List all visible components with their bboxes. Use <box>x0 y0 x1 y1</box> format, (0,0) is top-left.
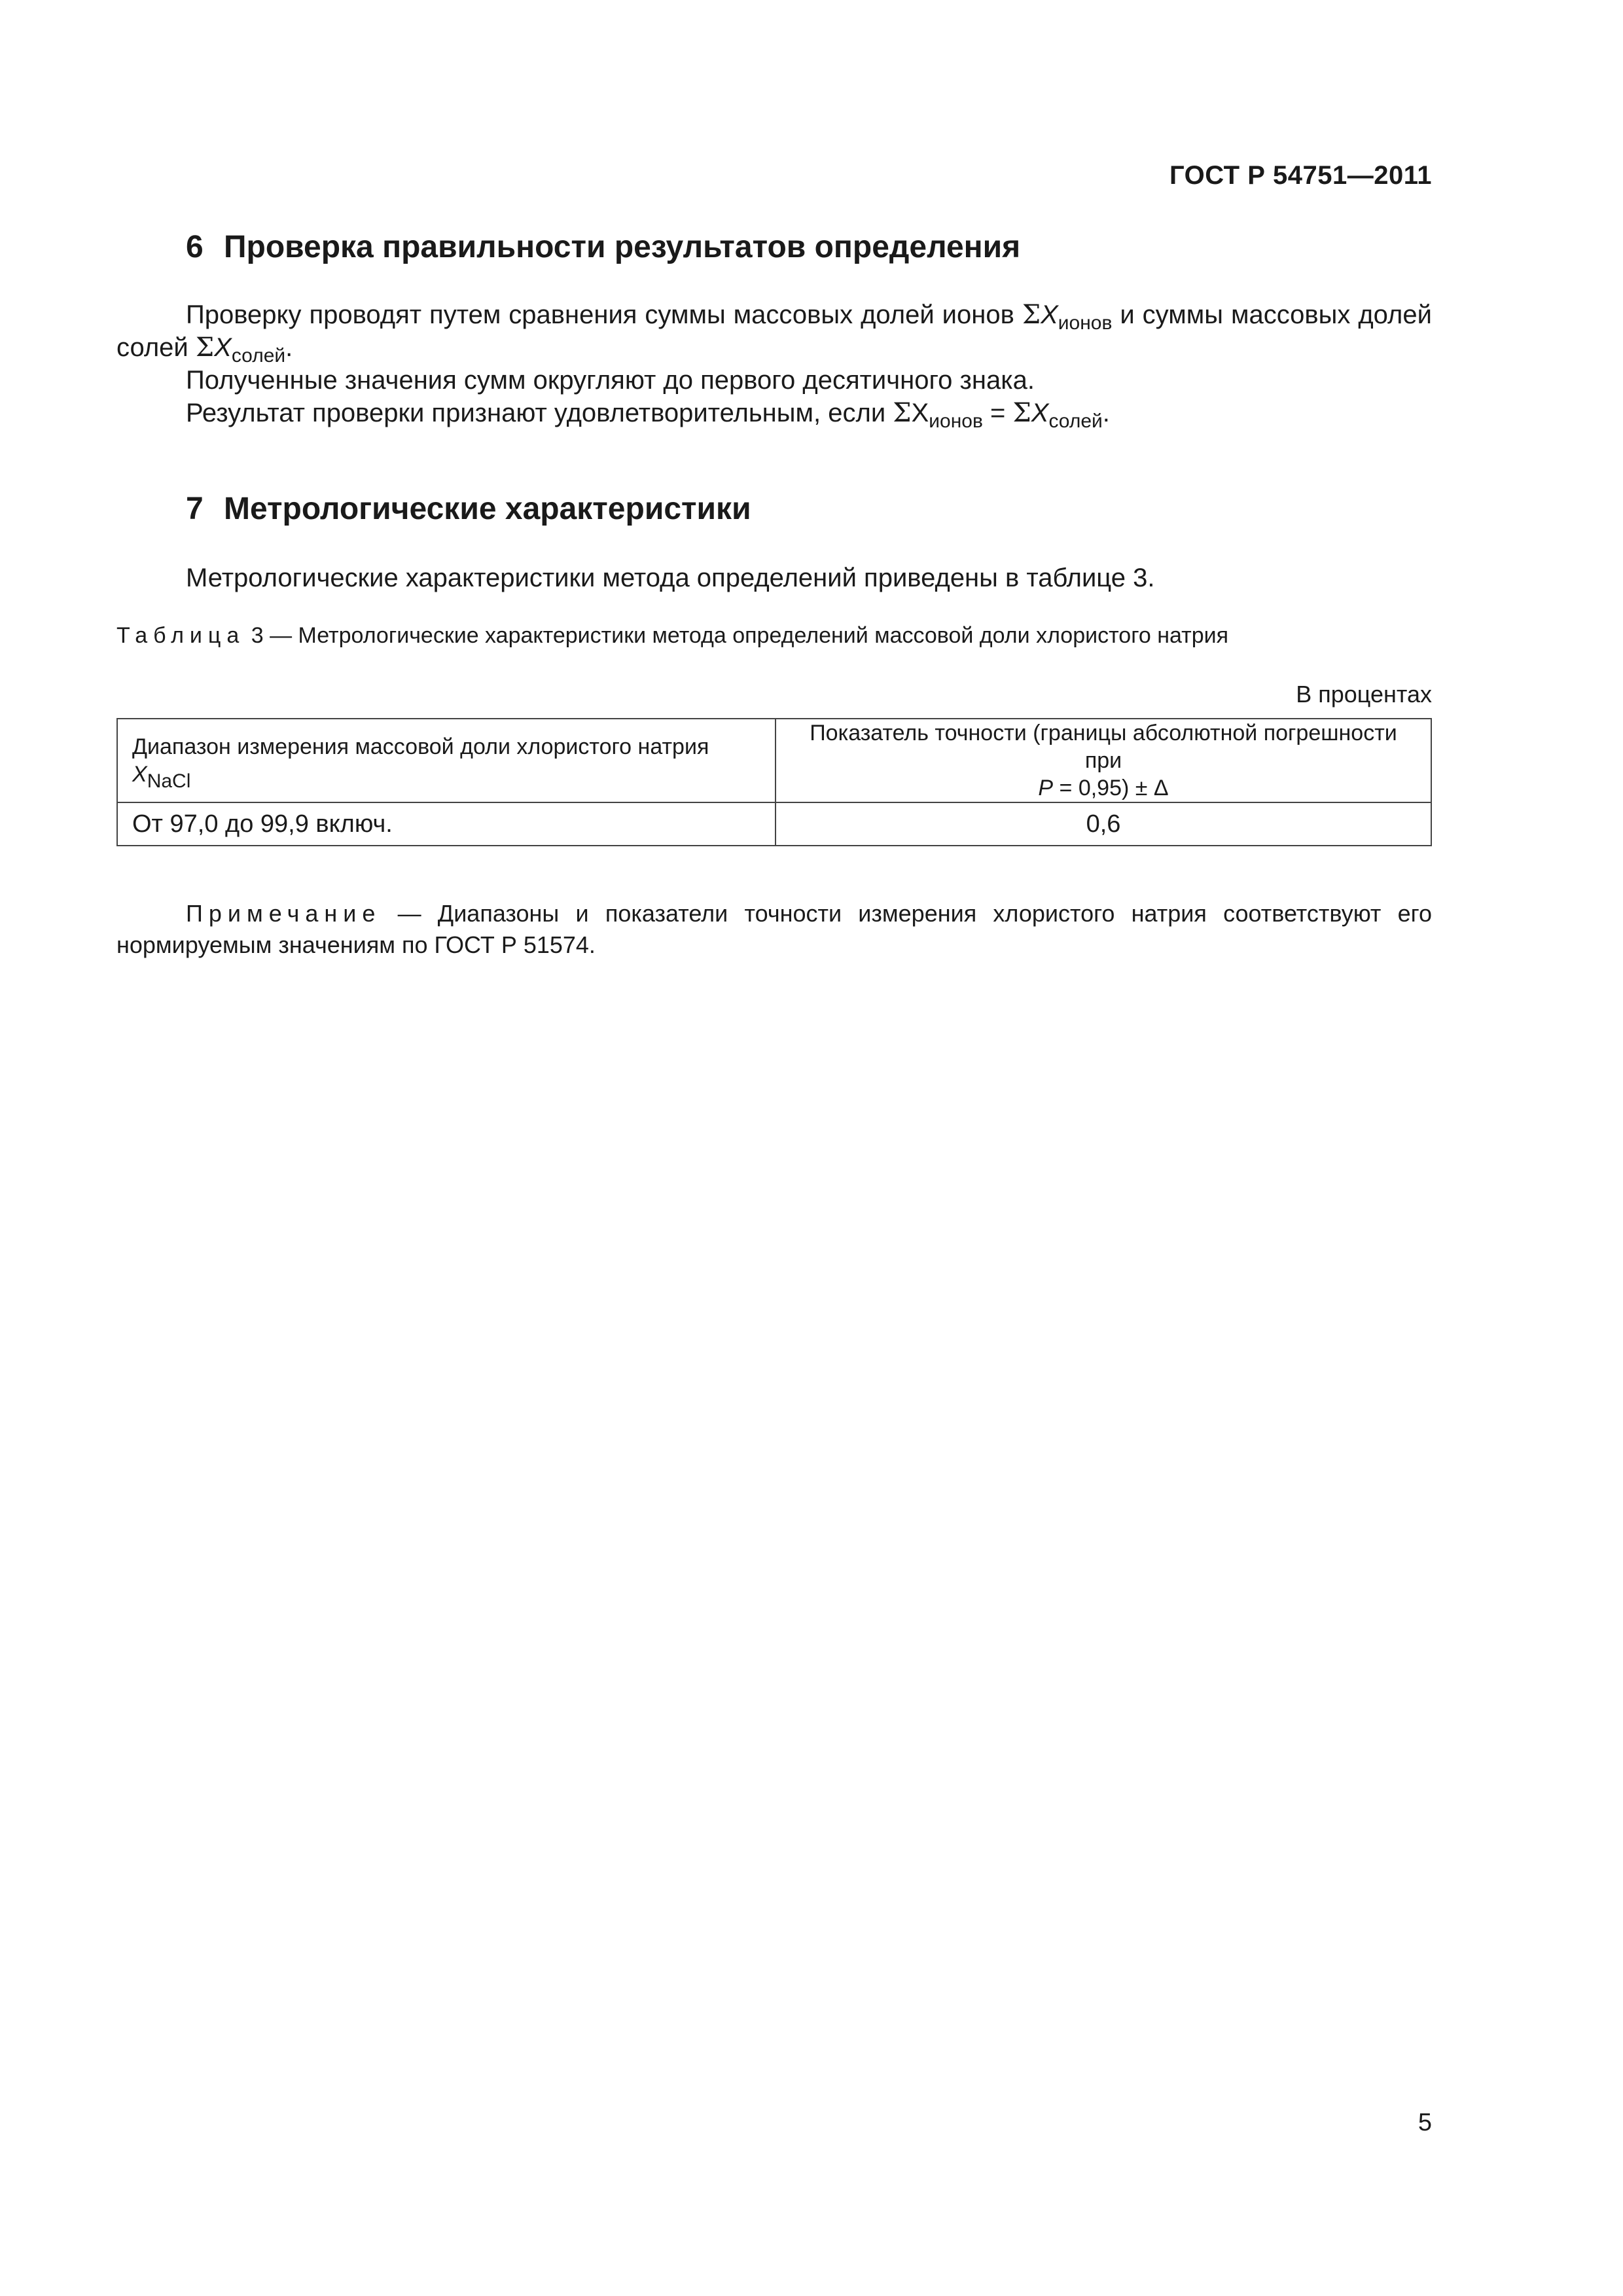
header-range <box>117 719 776 802</box>
p1-end: . <box>285 333 293 362</box>
header-range-text: Диапазон измерения массовой доли хлористого натрия <box>132 734 709 759</box>
table-note <box>116 898 1432 961</box>
standard-code-header: ГОСТ Р 54751—2011 <box>1169 161 1432 190</box>
header-range-variable: X <box>132 762 147 787</box>
section-6-paragraph-2: Полученные значения сумм округляют до первого десятичного знака. <box>186 366 1035 395</box>
table-unit-label: В процентах <box>1296 681 1432 708</box>
table-caption-text: 3 — Метрологические характеристики метода определений массовой доли хлористого натрия <box>245 623 1229 648</box>
p1-text-before: Проверку проводят путем сравнения суммы массовых долей ионов <box>186 300 1022 329</box>
table-3-caption <box>116 623 1228 649</box>
variable-x: X <box>911 399 929 427</box>
cell-accuracy: 0,6 <box>776 802 1431 846</box>
variable-x: X <box>1041 300 1058 329</box>
cell-range: От 97,0 до 99,9 включ. <box>117 802 776 846</box>
header-range-subscript: NaCl <box>147 770 191 792</box>
p3-end: . <box>1102 399 1110 427</box>
section-7-title-text: Метрологические характеристики <box>224 492 751 526</box>
section-6-paragraph-1 <box>116 298 1432 367</box>
section-6-title <box>186 229 1020 265</box>
variable-x: X <box>214 333 232 362</box>
sum-sign: Σ <box>195 332 215 363</box>
section-7-number: 7 <box>186 492 204 526</box>
subscript-ions: ионов <box>929 410 983 432</box>
note-text: — Диапазоны и показатели точности измерения хлористого натрия соответствуют его нормируемым значениям по ГОСТ Р 51574. <box>116 900 1432 958</box>
section-7-title <box>186 491 751 527</box>
header-accuracy-line-2: = 0,95) ± Δ <box>1053 776 1169 800</box>
subscript-ions: ионов <box>1058 312 1113 334</box>
section-6-paragraph-3 <box>116 397 1432 432</box>
section-7-intro: Метрологические характеристики метода определений приведены в таблице 3. <box>186 564 1155 592</box>
page-number: 5 <box>1418 2109 1432 2136</box>
header-accuracy-variable: P <box>1038 776 1054 800</box>
variable-x: X <box>1031 399 1049 427</box>
section-6-number: 6 <box>186 230 204 264</box>
sum-sign: Σ <box>893 398 912 428</box>
p1-text-middle: и суммы массовых долей солей <box>116 300 1432 362</box>
section-6-title-text: Проверка правильности результатов определения <box>224 230 1021 264</box>
table-caption-label: Таблица <box>116 623 245 648</box>
sum-sign: Σ <box>1012 398 1031 428</box>
table-3 <box>116 718 1432 846</box>
table-header-row <box>117 719 1431 802</box>
sum-sign: Σ <box>1022 300 1041 330</box>
header-accuracy <box>776 719 1431 802</box>
subscript-salts: солей <box>1048 410 1103 432</box>
p3-text-before: Результат проверки признают удовлетворительным, если <box>186 399 893 427</box>
header-accuracy-line-1: Показатель точности (границы абсолютной погрешности при <box>810 721 1397 773</box>
equals-sign: = <box>982 399 1013 427</box>
subscript-salts: солей <box>231 345 286 367</box>
table-row <box>117 802 1431 846</box>
note-label: Примечание <box>186 900 382 927</box>
